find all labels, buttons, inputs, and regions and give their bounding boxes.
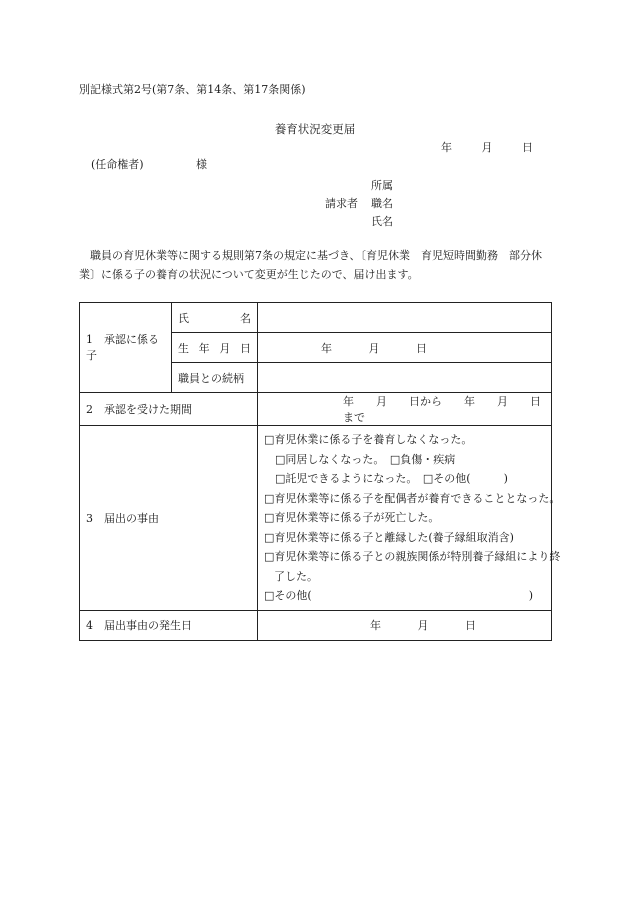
reason-other-label: □その他( bbox=[264, 589, 312, 602]
body-paragraph: 職員の育児休業等に関する規則第7条の規定に基づき、〔育児休業 育児短時間勤務 部分休業〕に係る子の養育の状況について変更が生じたので、届け出ます。 bbox=[79, 249, 543, 281]
child-name-label: 氏 名 bbox=[172, 303, 258, 333]
affiliation-label: 所属 bbox=[371, 179, 393, 192]
appointer-label: (任命権者) bbox=[91, 158, 144, 171]
birth-day-label: 日 bbox=[416, 341, 427, 355]
child-birth-label: 生 年 月 日 bbox=[172, 333, 258, 363]
reason-childcare-other[interactable]: □託児できるようになった。 □その他( ) bbox=[275, 472, 508, 485]
child-section-label: 1 承認に係る子 bbox=[80, 303, 172, 393]
date-day-label: 日 bbox=[522, 141, 533, 154]
relation-field[interactable] bbox=[258, 363, 552, 393]
claimant-label: 請求者 bbox=[325, 197, 358, 210]
occurrence-date-field[interactable] bbox=[258, 610, 552, 640]
birth-year-label: 年 bbox=[321, 341, 332, 355]
period-field[interactable] bbox=[258, 393, 552, 426]
child-birth-field[interactable] bbox=[258, 333, 552, 363]
reason-spouse-can-care[interactable]: □育児休業等に係る子を配偶者が養育できることとなった。 bbox=[264, 491, 561, 505]
period-label: 2 承認を受けた期間 bbox=[80, 393, 258, 426]
submission-date bbox=[441, 139, 533, 155]
occurrence-year-label: 年 bbox=[370, 619, 381, 632]
page-title: 養育状況変更届 bbox=[274, 122, 356, 136]
reason-other-close: ) bbox=[528, 589, 533, 602]
reason-field bbox=[258, 426, 561, 611]
reason-special-adoption-cont: 了した。 bbox=[274, 569, 318, 583]
reason-other[interactable] bbox=[264, 586, 547, 606]
notification-table bbox=[79, 302, 561, 641]
reason-child-deceased[interactable]: □育児休業等に係る子が死亡した。 bbox=[264, 511, 440, 524]
reason-label: 3 届出の事由 bbox=[80, 426, 258, 611]
child-name-field[interactable] bbox=[258, 303, 552, 333]
period-value: 年 月 日から 年 月 日まで bbox=[343, 395, 541, 424]
honorific: 様 bbox=[196, 158, 207, 171]
relation-label: 職員との続柄 bbox=[172, 363, 258, 393]
reason-special-adoption[interactable]: □育児休業等に係る子との親族関係が特別養子縁組により終 bbox=[264, 550, 561, 563]
date-year-label: 年 bbox=[441, 141, 452, 154]
reason-not-cohabiting-injury[interactable]: □同居しなくなった。 □負傷・疾病 bbox=[275, 452, 456, 466]
reason-adoption-dissolved[interactable]: □育児休業等に係る子と離縁した(養子縁組取消含) bbox=[264, 530, 514, 544]
occurrence-date-label: 4 届出事由の発生日 bbox=[80, 610, 258, 640]
reason-no-longer-caring[interactable]: □育児休業に係る子を養育しなくなった。 bbox=[264, 433, 473, 446]
name-label: 氏名 bbox=[371, 215, 393, 228]
date-month-label: 月 bbox=[481, 141, 493, 154]
occurrence-month-label: 月 bbox=[417, 619, 429, 632]
occurrence-day-label: 日 bbox=[465, 619, 476, 632]
form-id: 別記様式第2号(第7条、第14条、第17条関係) bbox=[79, 83, 306, 96]
birth-month-label: 月 bbox=[368, 341, 380, 355]
position-label: 職名 bbox=[371, 197, 393, 210]
